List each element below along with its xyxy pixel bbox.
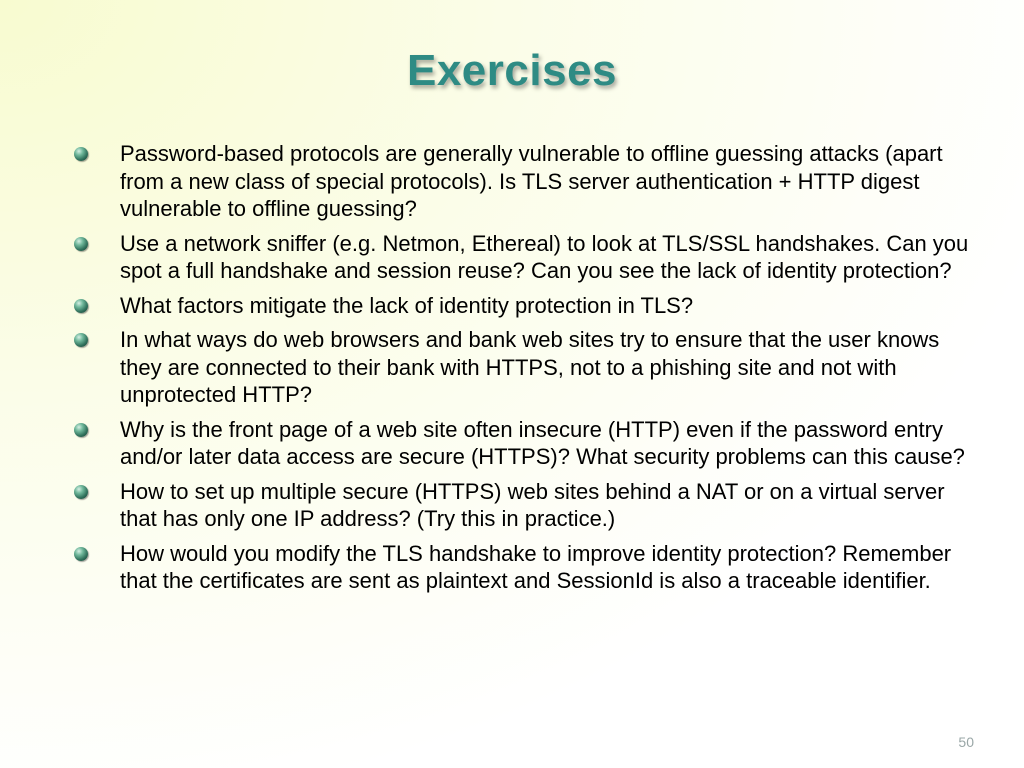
bullet-item — [72, 326, 972, 409]
bullet-item — [72, 230, 972, 285]
bullet-icon — [74, 147, 88, 161]
bullet-text: What factors mitigate the lack of identity protection in TLS? — [120, 292, 694, 318]
bullet-text: Use a network sniffer (e.g. Netmon, Ethereal) to look at TLS/SSL handshakes. Can you spot a full handshake and session reuse? Can you see the lack of identity protection? — [120, 230, 969, 283]
bullet-icon — [74, 333, 88, 347]
slide-title: Exercises — [406, 46, 618, 95]
bullet-text: How to set up multiple secure (HTTPS) web sites behind a NAT or on a virtual server that has only one IP address? (Try this in practice.) — [120, 478, 945, 531]
bullet-icon — [74, 299, 88, 313]
bullet-icon — [74, 237, 88, 251]
bullet-text: In what ways do web browsers and bank web sites try to ensure that the user knows they are connected to their bank with HTTPS, not to a phishing site and not with unprotected HTTP? — [120, 327, 940, 407]
bullet-text: Password-based protocols are generally vulnerable to offline guessing attacks (apart from a new class of special protocols). Is TLS server authentication + HTTP digest vulnerable to offline guessing? — [120, 141, 943, 221]
bullet-item — [72, 140, 972, 223]
bullet-icon — [74, 423, 88, 437]
bullet-icon — [74, 485, 88, 499]
bullet-text: How would you modify the TLS handshake to improve identity protection? Remember that the certificates are sent as plaintext and SessionId is also a traceable identifier. — [120, 540, 952, 593]
bullet-item — [72, 416, 972, 471]
bullet-text: Why is the front page of a web site often insecure (HTTP) even if the password entry and/or later data access are secure (HTTPS)? What security problems can this cause? — [120, 416, 965, 469]
bullet-icon — [74, 547, 88, 561]
bullet-item — [72, 478, 972, 533]
bullet-item — [72, 292, 972, 320]
page-number: 50 — [958, 734, 974, 750]
bullet-item — [72, 540, 972, 595]
bullet-list — [72, 140, 972, 602]
